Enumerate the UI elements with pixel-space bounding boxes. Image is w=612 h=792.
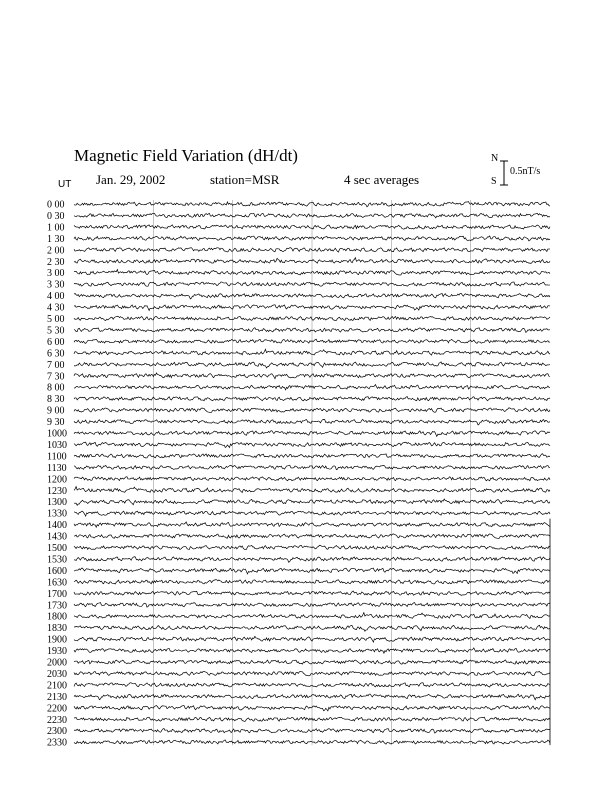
row-time-label: 8 00 bbox=[47, 382, 65, 394]
page-title: Magnetic Field Variation (dH/dt) bbox=[74, 146, 298, 165]
row-time-label: 1400 bbox=[47, 520, 67, 532]
date-label: Jan. 29, 2002 bbox=[96, 172, 166, 187]
row-time-label: 4 30 bbox=[47, 302, 65, 314]
row-time-label: 2 30 bbox=[47, 256, 65, 268]
scale-south-label: S bbox=[491, 176, 497, 187]
row-time-label: 1630 bbox=[47, 577, 67, 589]
row-time-label: 2 00 bbox=[47, 245, 65, 257]
row-time-label: 2000 bbox=[47, 657, 67, 669]
row-time-label: 1430 bbox=[47, 531, 67, 543]
row-time-label: 1000 bbox=[47, 428, 67, 440]
row-time-label: 3 00 bbox=[47, 268, 65, 280]
station-label: station=MSR bbox=[210, 172, 280, 187]
row-time-label: 2300 bbox=[47, 726, 67, 738]
row-time-label: 1600 bbox=[47, 565, 67, 577]
row-time-label: 9 30 bbox=[47, 417, 65, 429]
row-time-label: 1030 bbox=[47, 439, 67, 451]
scale-value-label: 0.5nT/s bbox=[510, 166, 541, 177]
row-time-label: 0 30 bbox=[47, 210, 65, 222]
row-time-label: 6 30 bbox=[47, 348, 65, 360]
row-time-label: 1530 bbox=[47, 554, 67, 566]
row-time-label: 1800 bbox=[47, 611, 67, 623]
row-time-label: 1500 bbox=[47, 543, 67, 554]
row-time-label: 3 30 bbox=[47, 279, 65, 291]
row-time-label: 2200 bbox=[47, 703, 67, 715]
row-time-label: 1200 bbox=[47, 474, 67, 486]
row-time-label: 1330 bbox=[47, 508, 67, 520]
row-time-label: 2100 bbox=[47, 680, 67, 692]
row-time-label: 2230 bbox=[47, 714, 67, 726]
row-time-label: 5 00 bbox=[47, 314, 65, 325]
row-time-label: 1100 bbox=[47, 451, 67, 463]
row-time-label: 6 00 bbox=[47, 336, 65, 348]
row-time-label: 1900 bbox=[47, 634, 67, 646]
row-time-label: 2030 bbox=[47, 668, 67, 680]
row-time-label: 2330 bbox=[47, 737, 67, 749]
row-time-label: 1 30 bbox=[47, 233, 65, 245]
row-time-label: 9 00 bbox=[47, 405, 65, 417]
row-time-label: 2130 bbox=[47, 691, 67, 703]
ut-axis-label: UT bbox=[58, 179, 72, 190]
row-time-label: 7 00 bbox=[47, 359, 65, 371]
scale-north-label: N bbox=[491, 153, 499, 164]
row-time-label: 0 00 bbox=[47, 199, 65, 211]
row-time-label: 8 30 bbox=[47, 394, 65, 406]
row-time-label: 1 00 bbox=[47, 222, 65, 234]
row-time-label: 1230 bbox=[47, 485, 67, 497]
row-time-label: 1930 bbox=[47, 646, 67, 658]
row-time-label: 1130 bbox=[47, 462, 67, 474]
row-time-label: 1700 bbox=[47, 588, 67, 600]
row-time-label: 1300 bbox=[47, 497, 67, 509]
row-time-label: 5 30 bbox=[47, 325, 65, 337]
row-time-label: 1830 bbox=[47, 623, 67, 635]
row-time-label: 7 30 bbox=[47, 371, 65, 383]
row-time-label: 1730 bbox=[47, 600, 67, 612]
averaging-label: 4 sec averages bbox=[344, 172, 420, 187]
row-time-label: 4 00 bbox=[47, 291, 65, 303]
